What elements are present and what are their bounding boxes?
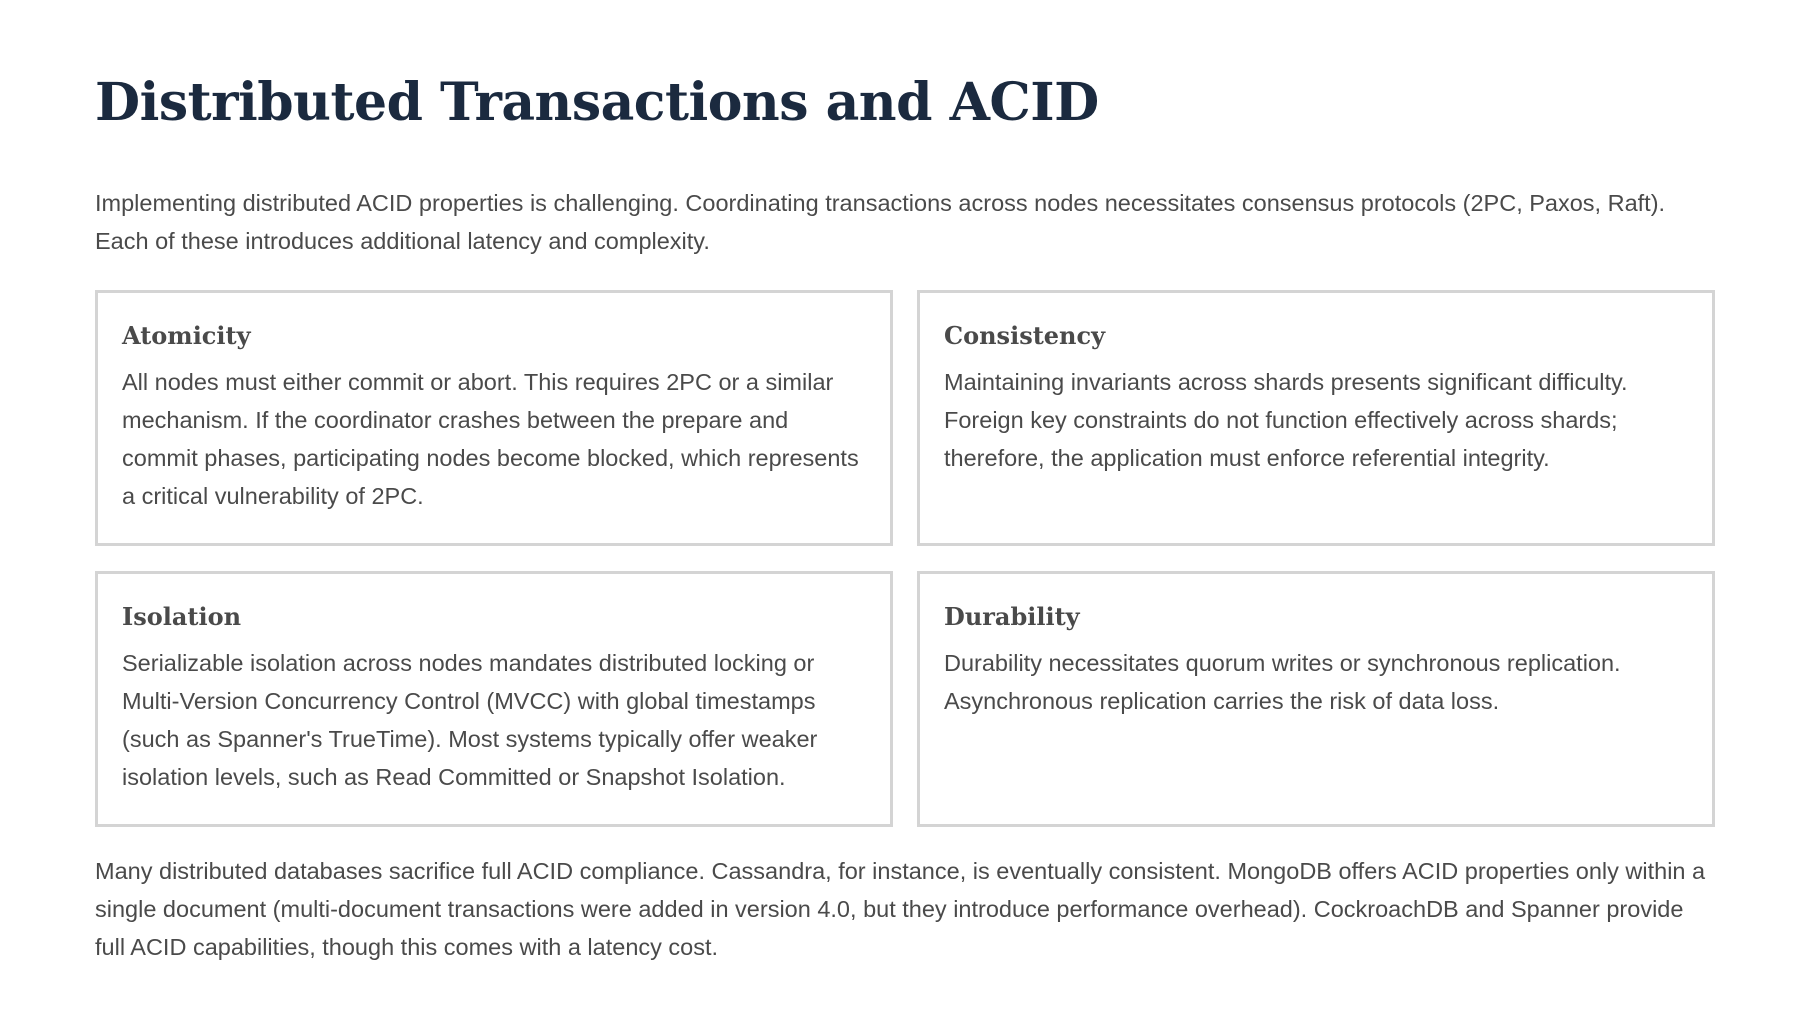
card-text-consistency: Maintaining invariants across shards presents significant difficulty. Foreign key constraints do not function effectively across shards; therefore, the application must enforce referential integrity. — [944, 369, 1628, 471]
card-atomicity — [95, 290, 893, 546]
card-durability — [917, 571, 1715, 827]
card-text-durability: Durability necessitates quorum writes or synchronous replication. Asynchronous replication carries the risk of data loss. — [944, 650, 1621, 714]
acid-cards-grid — [95, 290, 1715, 827]
card-consistency — [917, 290, 1715, 546]
intro-paragraph: Implementing distributed ACID properties is challenging. Coordinating transactions across nodes necessitates consensus protocols (2PC, Paxos, Raft). Each of these introduces additional latency and complexity. — [95, 190, 1666, 254]
outro-paragraph: Many distributed databases sacrifice full ACID compliance. Cassandra, for instance, is eventually consistent. MongoDB offers ACID properties only within a single document (multi-document transactions were added in version 4.0, but they introduce performance overhead). CockroachDB and Spanner provide full ACID capabilities, though this comes with a latency cost. — [95, 858, 1706, 960]
card-title-durability: Durability — [944, 602, 1080, 631]
card-text-isolation: Serializable isolation across nodes mandates distributed locking or Multi-Version Concurrency Control (MVCC) with global timestamps (such as Spanner's TrueTime). Most systems typically offer weaker isolation levels, such as Read Committed or Snapshot Isolation. — [122, 650, 818, 790]
card-text-atomicity: All nodes must either commit or abort. This requires 2PC or a similar mechanism. If the coordinator crashes between the prepare and commit phases, participating nodes become blocked, which represents a critical vulnerability of 2PC. — [122, 369, 859, 509]
card-title-atomicity: Atomicity — [122, 321, 251, 350]
card-isolation — [95, 571, 893, 827]
page-title: Distributed Transactions and ACID — [95, 72, 1099, 133]
card-title-consistency: Consistency — [944, 321, 1106, 350]
card-title-isolation: Isolation — [122, 602, 242, 631]
